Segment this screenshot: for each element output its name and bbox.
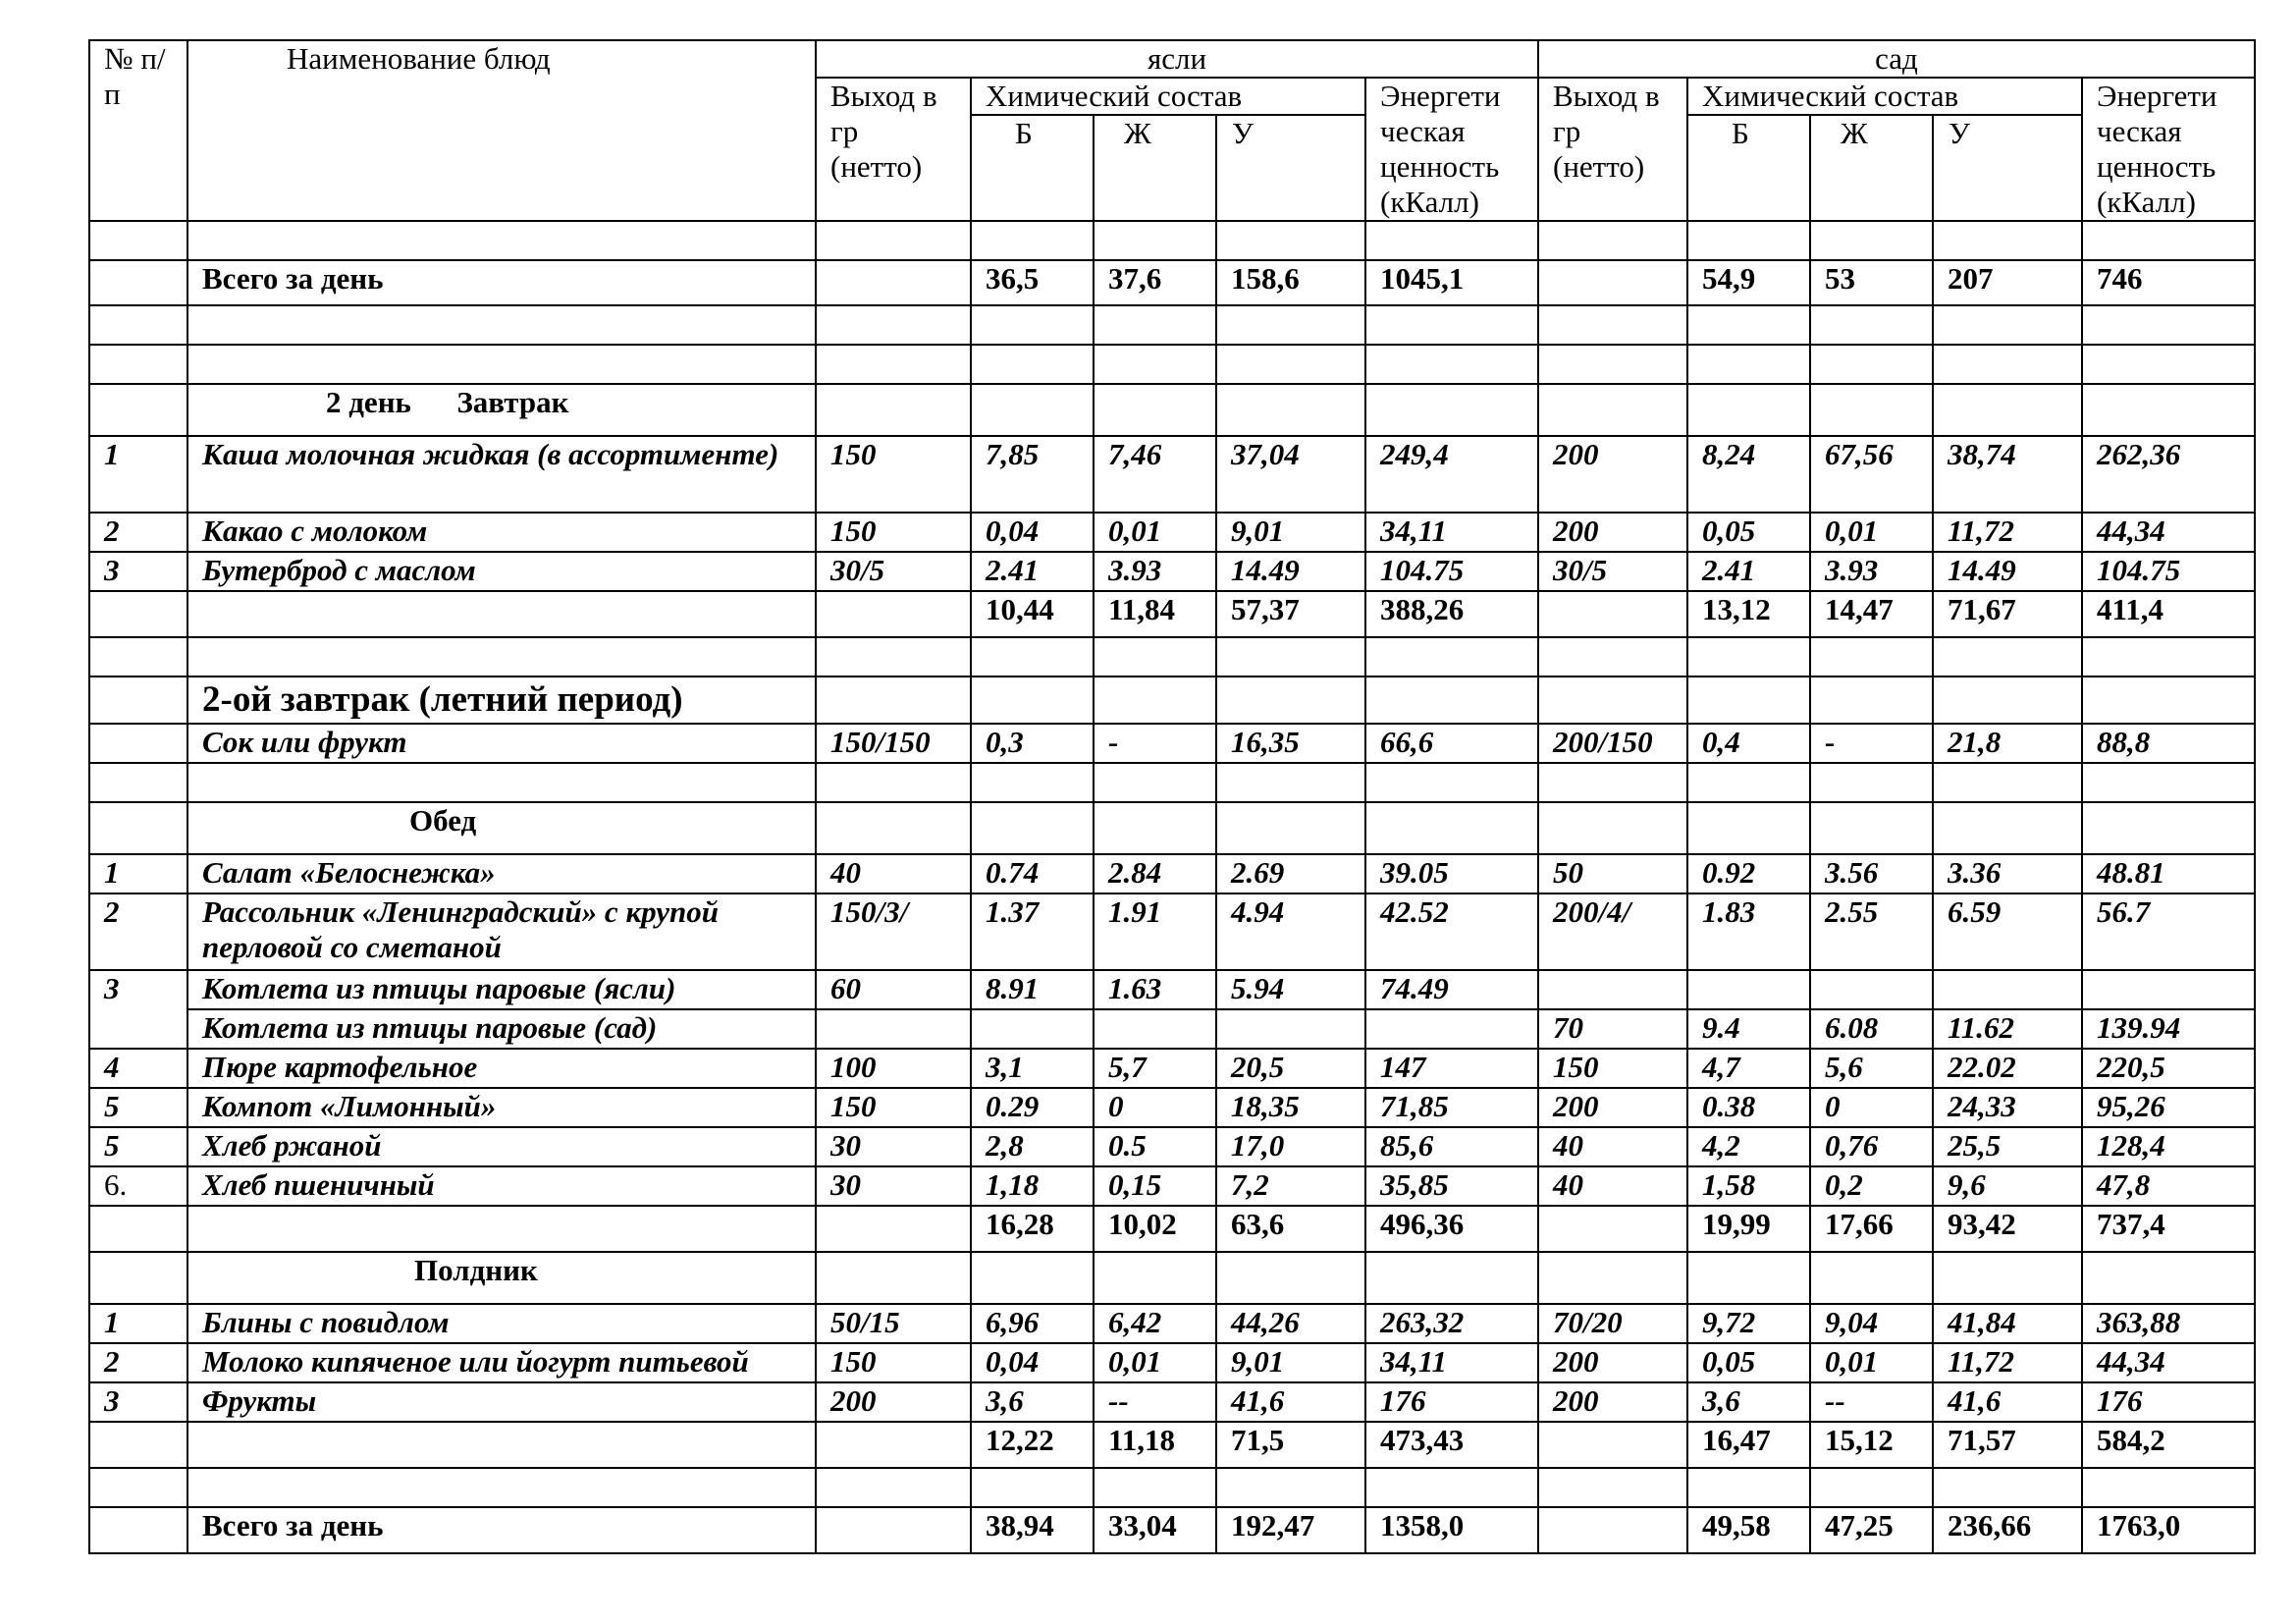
yasli-u: 17,0 [1216,1127,1365,1166]
header-sad-energy: Энергети ческая ценность (кКалл) [2082,78,2255,221]
sad-b: 9.4 [1687,1009,1810,1049]
sad-output: 30/5 [1538,552,1687,591]
sad-b: 4,7 [1687,1049,1810,1088]
sad-u: 207 [1933,260,2082,305]
dish-num: 1 [89,436,187,513]
yasli-energy: 34,11 [1365,513,1538,552]
sad-u: 21,8 [1933,724,2082,763]
section-lunch: Обед [187,802,816,854]
sad-u: 3.36 [1933,854,2082,893]
sad-u: 71,67 [1933,591,2082,637]
total-day-row [89,260,2255,305]
yasli-u: 20,5 [1216,1049,1365,1088]
yasli-energy: 1045,1 [1365,260,1538,305]
sad-output: 70 [1538,1009,1687,1049]
yasli-energy: 34,11 [1365,1343,1538,1382]
yasli-energy: 71,85 [1365,1088,1538,1127]
yasli-b: 0.29 [971,1088,1094,1127]
yasli-b: 16,28 [971,1206,1094,1252]
yasli-zh: 1.91 [1094,893,1216,970]
yasli-zh: 7,46 [1094,436,1216,513]
yasli-output: 30 [816,1166,971,1206]
sad-energy: 88,8 [2082,724,2255,763]
header-sad-chem: Химический состав [1687,78,2082,115]
sad-energy: 44,34 [2082,1343,2255,1382]
header-num: № п/п [89,40,187,221]
spacer-row [89,305,2255,345]
sad-energy: 44,34 [2082,513,2255,552]
yasli-output: 100 [816,1049,971,1088]
sad-zh: - [1810,724,1933,763]
sad-zh: 67,56 [1810,436,1933,513]
sad-b: 0,05 [1687,1343,1810,1382]
yasli-energy: 39.05 [1365,854,1538,893]
spacer-row [89,221,2255,260]
sad-zh: 5,6 [1810,1049,1933,1088]
dish-name: Рассольник «Ленинградский» с крупой перловой со сметаной [187,893,816,970]
sad-u: 14.49 [1933,552,2082,591]
sad-energy: 1763,0 [2082,1507,2255,1553]
sad-energy: 139.94 [2082,1009,2255,1049]
sad-output: 70/20 [1538,1304,1687,1343]
dish-name: Каша молочная жидкая (в ассортименте) [187,436,816,513]
sad-b: 16,47 [1687,1422,1810,1468]
yasli-u: 37,04 [1216,436,1365,513]
header-yasli-chem: Химический состав [971,78,1365,115]
subtotal-row [89,591,2255,637]
section-snack: Полдник [187,1252,816,1304]
yasli-u [1216,1009,1365,1049]
dish-row [89,1049,2255,1088]
sad-b: 1,58 [1687,1166,1810,1206]
dish-num: 5 [89,1088,187,1127]
dish-name: Бутерброд с маслом [187,552,816,591]
sad-zh: 2.55 [1810,893,1933,970]
yasli-energy: 74.49 [1365,970,1538,1009]
yasli-u: 192,47 [1216,1507,1365,1553]
sad-zh: -- [1810,1382,1933,1422]
dish-row [89,1343,2255,1382]
yasli-energy [1365,1009,1538,1049]
yasli-b: 8.91 [971,970,1094,1009]
yasli-b: 10,44 [971,591,1094,637]
yasli-output: 150 [816,1343,971,1382]
header-row-groups [89,40,2255,78]
dish-row [89,724,2255,763]
header-yasli-energy: Энергети ческая ценность (кКалл) [1365,78,1538,221]
sad-u: 11.62 [1933,1009,2082,1049]
yasli-energy: 249,4 [1365,436,1538,513]
yasli-zh: 1.63 [1094,970,1216,1009]
yasli-zh: 37,6 [1094,260,1216,305]
dish-row [89,1382,2255,1422]
sad-energy: 47,8 [2082,1166,2255,1206]
yasli-b: 3,6 [971,1382,1094,1422]
yasli-b: 36,5 [971,260,1094,305]
yasli-u: 9,01 [1216,513,1365,552]
yasli-energy: 473,43 [1365,1422,1538,1468]
dish-row [89,513,2255,552]
sad-energy: 737,4 [2082,1206,2255,1252]
dish-num: 1 [89,854,187,893]
sad-energy: 746 [2082,260,2255,305]
yasli-energy: 147 [1365,1049,1538,1088]
yasli-output: 60 [816,970,971,1009]
sad-zh: 0,01 [1810,513,1933,552]
dish-num [89,724,187,763]
header-yasli-b: Б [971,115,1094,221]
dish-num: 3 [89,552,187,591]
dish-num: 2 [89,893,187,970]
yasli-u: 57,37 [1216,591,1365,637]
dish-name: Котлета из птицы паровые (сад) [187,1009,816,1049]
spacer-row [89,1468,2255,1507]
subtotal-row [89,1206,2255,1252]
yasli-zh: 0.5 [1094,1127,1216,1166]
yasli-u: 2.69 [1216,854,1365,893]
sad-output: 200 [1538,1343,1687,1382]
sad-u: 236,66 [1933,1507,2082,1553]
yasli-output: 150 [816,513,971,552]
sad-u: 41,6 [1933,1382,2082,1422]
dish-row [89,436,2255,513]
yasli-b: 12,22 [971,1422,1094,1468]
yasli-b: 0,04 [971,1343,1094,1382]
sad-u: 22.02 [1933,1049,2082,1088]
sad-output: 40 [1538,1127,1687,1166]
dish-row [89,970,2255,1009]
sad-zh: 0,2 [1810,1166,1933,1206]
sad-output [1538,1422,1687,1468]
sad-energy [2082,970,2255,1009]
sad-output [1538,591,1687,637]
header-yasli: ясли [816,40,1538,78]
sad-u: 71,57 [1933,1422,2082,1468]
yasli-output [816,1009,971,1049]
yasli-output: 40 [816,854,971,893]
header-sad: сад [1538,40,2255,78]
yasli-output [816,1206,971,1252]
header-yasli-u: У [1216,115,1365,221]
sad-output [1538,260,1687,305]
sad-u: 9,6 [1933,1166,2082,1206]
sad-b: 8,24 [1687,436,1810,513]
sad-output: 200 [1538,513,1687,552]
sad-output: 200/4/ [1538,893,1687,970]
yasli-b: 2.41 [971,552,1094,591]
sad-energy: 584,2 [2082,1422,2255,1468]
dish-num: 2 [89,1343,187,1382]
header-sad-output: Выход в гр (нетто) [1538,78,1687,221]
yasli-b: 0,04 [971,513,1094,552]
yasli-energy: 66,6 [1365,724,1538,763]
yasli-u: 44,26 [1216,1304,1365,1343]
yasli-energy: 496,36 [1365,1206,1538,1252]
dish-row [89,1088,2255,1127]
yasli-b: 2,8 [971,1127,1094,1166]
yasli-zh: 10,02 [1094,1206,1216,1252]
yasli-zh: 0 [1094,1088,1216,1127]
sad-b: 9,72 [1687,1304,1810,1343]
sad-u: 93,42 [1933,1206,2082,1252]
sad-u: 11,72 [1933,1343,2082,1382]
yasli-output: 200 [816,1382,971,1422]
yasli-energy: 35,85 [1365,1166,1538,1206]
sad-energy: 48.81 [2082,854,2255,893]
yasli-zh: -- [1094,1382,1216,1422]
sad-u: 25,5 [1933,1127,2082,1166]
yasli-b: 3,1 [971,1049,1094,1088]
yasli-output: 150/3/ [816,893,971,970]
yasli-u: 158,6 [1216,260,1365,305]
yasli-output: 150/150 [816,724,971,763]
yasli-zh: - [1094,724,1216,763]
yasli-b: 38,94 [971,1507,1094,1553]
sad-u: 24,33 [1933,1088,2082,1127]
dish-row [89,893,2255,970]
dish-num: 2 [89,513,187,552]
header-yasli-output: Выход в гр (нетто) [816,78,971,221]
dish-name: Блины с повидлом [187,1304,816,1343]
section-row [89,1252,2255,1304]
yasli-u: 9,01 [1216,1343,1365,1382]
dish-row [89,1009,2255,1049]
sad-b [1687,970,1810,1009]
yasli-u: 4.94 [1216,893,1365,970]
sad-u: 38,74 [1933,436,2082,513]
yasli-energy: 85,6 [1365,1127,1538,1166]
sad-zh: 17,66 [1810,1206,1933,1252]
sad-output: 150 [1538,1049,1687,1088]
sad-zh: 0,01 [1810,1343,1933,1382]
yasli-b: 1,18 [971,1166,1094,1206]
yasli-zh: 6,42 [1094,1304,1216,1343]
sad-output [1538,1507,1687,1553]
sad-u [1933,970,2082,1009]
total-day-label: Всего за день [187,1507,816,1553]
sad-u: 11,72 [1933,513,2082,552]
subtotal-row [89,1422,2255,1468]
menu-table [88,39,2256,1554]
yasli-zh: 3.93 [1094,552,1216,591]
sad-b: 3,6 [1687,1382,1810,1422]
total-day-label: Всего за день [187,260,816,305]
header-yasli-zh: Ж [1094,115,1216,221]
yasli-output [816,1507,971,1553]
dish-name: Котлета из птицы паровые (ясли) [187,970,816,1009]
yasli-output: 50/15 [816,1304,971,1343]
sad-zh: 0,76 [1810,1127,1933,1166]
dish-row [89,552,2255,591]
dish-name: Молоко кипяченое или йогурт питьевой [187,1343,816,1382]
sad-zh: 53 [1810,260,1933,305]
sad-zh: 3.93 [1810,552,1933,591]
sad-zh: 14,47 [1810,591,1933,637]
spacer-row [89,763,2255,802]
sad-b: 54,9 [1687,260,1810,305]
sad-energy: 104.75 [2082,552,2255,591]
sad-b: 49,58 [1687,1507,1810,1553]
yasli-u: 7,2 [1216,1166,1365,1206]
yasli-output: 150 [816,436,971,513]
total-day-row [89,1507,2255,1553]
header-sad-zh: Ж [1810,115,1933,221]
spacer-row [89,637,2255,677]
yasli-output: 30 [816,1127,971,1166]
sad-output [1538,1206,1687,1252]
dish-num: 1 [89,1304,187,1343]
yasli-b: 6,96 [971,1304,1094,1343]
sad-output: 200 [1538,436,1687,513]
yasli-u: 63,6 [1216,1206,1365,1252]
yasli-zh: 5,7 [1094,1049,1216,1088]
sad-energy: 411,4 [2082,591,2255,637]
sad-zh: 3.56 [1810,854,1933,893]
sad-zh: 15,12 [1810,1422,1933,1468]
yasli-zh: 33,04 [1094,1507,1216,1553]
yasli-u: 71,5 [1216,1422,1365,1468]
dish-name: Салат «Белоснежка» [187,854,816,893]
header-name: Наименование блюд [187,40,816,221]
dish-row [89,1127,2255,1166]
yasli-b [971,1009,1094,1049]
section-row [89,677,2255,724]
yasli-zh: 0,01 [1094,1343,1216,1382]
section-breakfast2: 2-ой завтрак (летний период) [187,677,816,724]
sad-zh: 0 [1810,1088,1933,1127]
dish-num: 6. [89,1166,187,1206]
header-sad-b: Б [1687,115,1810,221]
yasli-output: 30/5 [816,552,971,591]
sad-energy: 176 [2082,1382,2255,1422]
yasli-b: 1.37 [971,893,1094,970]
header-sad-u: У [1933,115,2082,221]
sad-output: 200/150 [1538,724,1687,763]
yasli-energy: 388,26 [1365,591,1538,637]
yasli-energy: 176 [1365,1382,1538,1422]
sad-energy: 128,4 [2082,1127,2255,1166]
dish-name: Фрукты [187,1382,816,1422]
yasli-zh: 2.84 [1094,854,1216,893]
sad-b: 19,99 [1687,1206,1810,1252]
dish-name: Хлеб пшеничный [187,1166,816,1206]
dish-row [89,1166,2255,1206]
yasli-output [816,260,971,305]
yasli-u: 5.94 [1216,970,1365,1009]
yasli-u: 18,35 [1216,1088,1365,1127]
sad-b: 4,2 [1687,1127,1810,1166]
spacer-row [89,345,2255,384]
dish-name: Компот «Лимонный» [187,1088,816,1127]
yasli-zh: 11,18 [1094,1422,1216,1468]
sad-zh [1810,970,1933,1009]
sad-b: 0.92 [1687,854,1810,893]
sad-b: 0,05 [1687,513,1810,552]
sad-output: 40 [1538,1166,1687,1206]
yasli-energy: 104.75 [1365,552,1538,591]
yasli-energy: 263,32 [1365,1304,1538,1343]
sad-u: 41,84 [1933,1304,2082,1343]
dish-name: Сок или фрукт [187,724,816,763]
yasli-zh: 11,84 [1094,591,1216,637]
dish-row [89,854,2255,893]
sad-output [1538,970,1687,1009]
dish-num: 4 [89,1049,187,1088]
yasli-b: 7,85 [971,436,1094,513]
sad-output: 200 [1538,1382,1687,1422]
sad-energy: 262,36 [2082,436,2255,513]
sad-output: 200 [1538,1088,1687,1127]
section-row [89,384,2255,436]
sad-energy: 220,5 [2082,1049,2255,1088]
yasli-u: 16,35 [1216,724,1365,763]
dish-row [89,1304,2255,1343]
sad-energy: 363,88 [2082,1304,2255,1343]
sad-u: 6.59 [1933,893,2082,970]
sad-b: 2.41 [1687,552,1810,591]
sad-b: 0,4 [1687,724,1810,763]
yasli-output [816,1422,971,1468]
yasli-energy: 42.52 [1365,893,1538,970]
sad-b: 13,12 [1687,591,1810,637]
sad-energy: 56.7 [2082,893,2255,970]
sad-output: 50 [1538,854,1687,893]
yasli-b: 0,3 [971,724,1094,763]
dish-num: 3 [89,1382,187,1422]
yasli-u: 41,6 [1216,1382,1365,1422]
yasli-b: 0.74 [971,854,1094,893]
yasli-zh [1094,1009,1216,1049]
dish-name: Пюре картофельное [187,1049,816,1088]
sad-zh: 47,25 [1810,1507,1933,1553]
dish-name: Хлеб ржаной [187,1127,816,1166]
section-row [89,802,2255,854]
yasli-energy: 1358,0 [1365,1507,1538,1553]
sad-b: 1.83 [1687,893,1810,970]
yasli-u: 14.49 [1216,552,1365,591]
dish-num: 3 [89,970,187,1049]
sad-energy: 95,26 [2082,1088,2255,1127]
yasli-output [816,591,971,637]
yasli-output: 150 [816,1088,971,1127]
yasli-zh: 0,01 [1094,513,1216,552]
dish-name: Какао с молоком [187,513,816,552]
sad-b: 0.38 [1687,1088,1810,1127]
sad-zh: 9,04 [1810,1304,1933,1343]
dish-num: 5 [89,1127,187,1166]
sad-zh: 6.08 [1810,1009,1933,1049]
yasli-zh: 0,15 [1094,1166,1216,1206]
section-breakfast: 2 день Завтрак [187,384,816,436]
